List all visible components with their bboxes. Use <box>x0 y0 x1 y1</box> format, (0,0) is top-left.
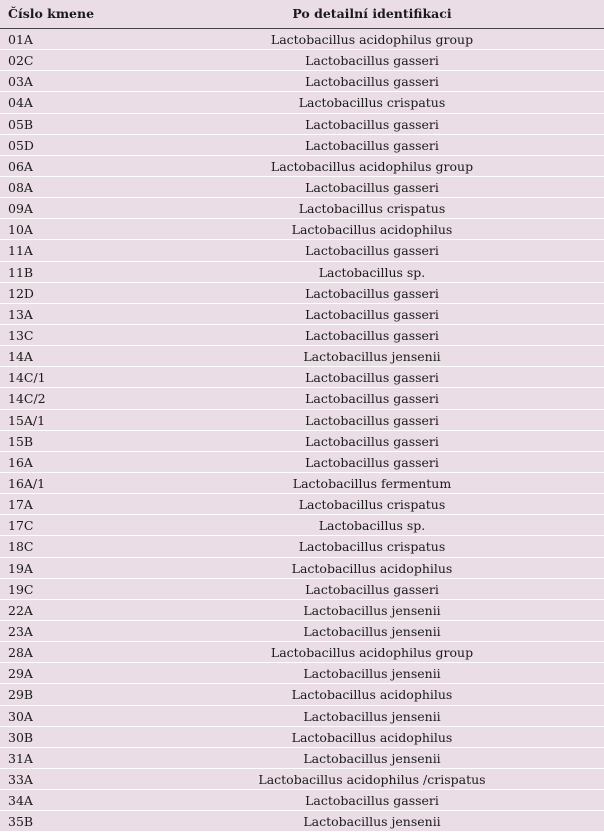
identification-cell: Lactobacillus gasseri <box>305 327 439 343</box>
identification-cell: Lactobacillus gasseri <box>305 179 439 195</box>
table-row <box>0 790 604 811</box>
table-row <box>0 240 604 261</box>
identification-cell: Lactobacillus sp. <box>318 518 426 534</box>
table-row <box>0 452 604 473</box>
strain-number-cell: 17C <box>8 518 34 534</box>
table-row <box>0 71 604 92</box>
header-identification: Po detailní identifikaci <box>292 6 452 21</box>
strain-number-cell: 13C <box>8 327 34 343</box>
identification-cell: Lactobacillus gasseri <box>305 412 439 428</box>
identification-cell: Lactobacillus jensenii <box>303 814 441 830</box>
identification-cell: Lactobacillus crispatus <box>298 497 446 513</box>
strain-number-cell: 09A <box>8 201 33 217</box>
identification-cell: Lactobacillus acidophilus group <box>270 645 474 661</box>
identification-cell: Lactobacillus jensenii <box>303 750 441 766</box>
identification-cell: Lactobacillus gasseri <box>305 74 439 90</box>
table-header-row <box>0 4 604 29</box>
strain-number-cell: 22A <box>8 602 33 618</box>
identification-cell: Lactobacillus acidophilus /crispatus <box>258 771 486 787</box>
strain-number-cell: 05B <box>8 116 34 132</box>
identification-cell: Lactobacillus acidophilus <box>291 687 453 703</box>
identification-cell: Lactobacillus acidophilus <box>291 222 453 238</box>
table-row <box>0 663 604 684</box>
strain-number-cell: 03A <box>8 74 33 90</box>
identification-cell: Lactobacillus acidophilus <box>291 560 453 576</box>
strain-number-cell: 11A <box>8 243 33 259</box>
strain-number-cell: 30A <box>8 708 33 724</box>
table-row <box>0 29 604 50</box>
table-row <box>0 219 604 240</box>
identification-cell: Lactobacillus gasseri <box>305 793 439 809</box>
strain-number-cell: 14C/2 <box>8 391 46 407</box>
identification-cell: Lactobacillus gasseri <box>305 306 439 322</box>
identification-cell: Lactobacillus gasseri <box>305 53 439 69</box>
table-row <box>0 431 604 452</box>
table-row <box>0 283 604 304</box>
strain-number-cell: 16A/1 <box>8 475 46 491</box>
identification-cell: Lactobacillus jensenii <box>303 602 441 618</box>
table-row <box>0 748 604 769</box>
table-row <box>0 727 604 748</box>
strain-number-cell: 29A <box>8 666 33 682</box>
table-row <box>0 600 604 621</box>
identification-cell: Lactobacillus jensenii <box>303 708 441 724</box>
table-row <box>0 262 604 283</box>
strain-number-cell: 23A <box>8 623 33 639</box>
identification-cell: Lactobacillus crispatus <box>298 539 446 555</box>
strain-number-cell: 13A <box>8 306 33 322</box>
table-row <box>0 579 604 600</box>
strain-number-cell: 11B <box>8 264 34 280</box>
strain-number-cell: 10A <box>8 222 33 238</box>
table-row <box>0 177 604 198</box>
identification-cell: Lactobacillus crispatus <box>298 95 446 111</box>
strain-number-cell: 19A <box>8 560 33 576</box>
strain-number-cell: 28A <box>8 645 33 661</box>
identification-cell: Lactobacillus gasseri <box>305 391 439 407</box>
identification-cell: Lactobacillus acidophilus group <box>270 32 474 47</box>
table-row <box>0 473 604 494</box>
table-row <box>0 50 604 71</box>
table-row <box>0 642 604 663</box>
strain-number-cell: 14A <box>8 349 33 365</box>
identification-cell: Lactobacillus jensenii <box>303 349 441 365</box>
table-row <box>0 156 604 177</box>
strain-number-cell: 35B <box>8 814 34 830</box>
identification-cell: Lactobacillus gasseri <box>305 116 439 132</box>
header-strain-number: Číslo kmene <box>8 6 95 21</box>
strain-number-cell: 15B <box>8 433 34 449</box>
identification-cell: Lactobacillus acidophilus <box>291 729 453 745</box>
strain-number-cell: 08A <box>8 179 33 195</box>
table-row <box>0 198 604 219</box>
strain-number-cell: 31A <box>8 750 33 766</box>
identification-cell: Lactobacillus gasseri <box>305 454 439 470</box>
table-row <box>0 515 604 536</box>
identification-cell: Lactobacillus gasseri <box>305 433 439 449</box>
strain-number-cell: 16A <box>8 454 33 470</box>
strain-number-cell: 04A <box>8 95 33 111</box>
strain-number-cell: 18C <box>8 539 34 555</box>
table-row <box>0 410 604 431</box>
identification-cell: Lactobacillus gasseri <box>305 285 439 301</box>
identification-cell: Lactobacillus gasseri <box>305 243 439 259</box>
identification-cell: Lactobacillus jensenii <box>303 666 441 682</box>
strain-number-cell: 12D <box>8 285 34 301</box>
table-row <box>0 135 604 156</box>
strain-number-cell: 02C <box>8 53 34 69</box>
strain-number-cell: 01A <box>8 32 33 47</box>
identification-cell: Lactobacillus acidophilus group <box>270 158 474 174</box>
strain-number-cell: 15A/1 <box>8 412 46 428</box>
strain-number-cell: 29B <box>8 687 34 703</box>
table-row <box>0 494 604 515</box>
table-body <box>0 29 604 832</box>
strain-number-cell: 19C <box>8 581 34 597</box>
table-row <box>0 621 604 642</box>
table-row <box>0 325 604 346</box>
table-row <box>0 769 604 790</box>
strain-number-cell: 14C/1 <box>8 370 46 386</box>
table-row <box>0 388 604 409</box>
table-row <box>0 367 604 388</box>
identification-cell: Lactobacillus gasseri <box>305 370 439 386</box>
strain-number-cell: 34A <box>8 793 33 809</box>
identification-cell: Lactobacillus fermentum <box>292 475 452 491</box>
strain-number-cell: 05D <box>8 137 34 153</box>
table-row <box>0 536 604 557</box>
strain-number-cell: 06A <box>8 158 33 174</box>
table-row <box>0 706 604 727</box>
table-row <box>0 114 604 135</box>
table-row <box>0 92 604 113</box>
identification-cell: Lactobacillus sp. <box>318 264 426 280</box>
table-row <box>0 684 604 705</box>
table-row <box>0 304 604 325</box>
table-row <box>0 811 604 832</box>
table-row <box>0 346 604 367</box>
identification-cell: Lactobacillus gasseri <box>305 581 439 597</box>
identification-cell: Lactobacillus gasseri <box>305 137 439 153</box>
strain-number-cell: 17A <box>8 497 33 513</box>
identification-cell: Lactobacillus jensenii <box>303 623 441 639</box>
identification-cell: Lactobacillus crispatus <box>298 201 446 217</box>
strain-number-cell: 30B <box>8 729 34 745</box>
strain-number-cell: 33A <box>8 771 33 787</box>
table-row <box>0 558 604 579</box>
